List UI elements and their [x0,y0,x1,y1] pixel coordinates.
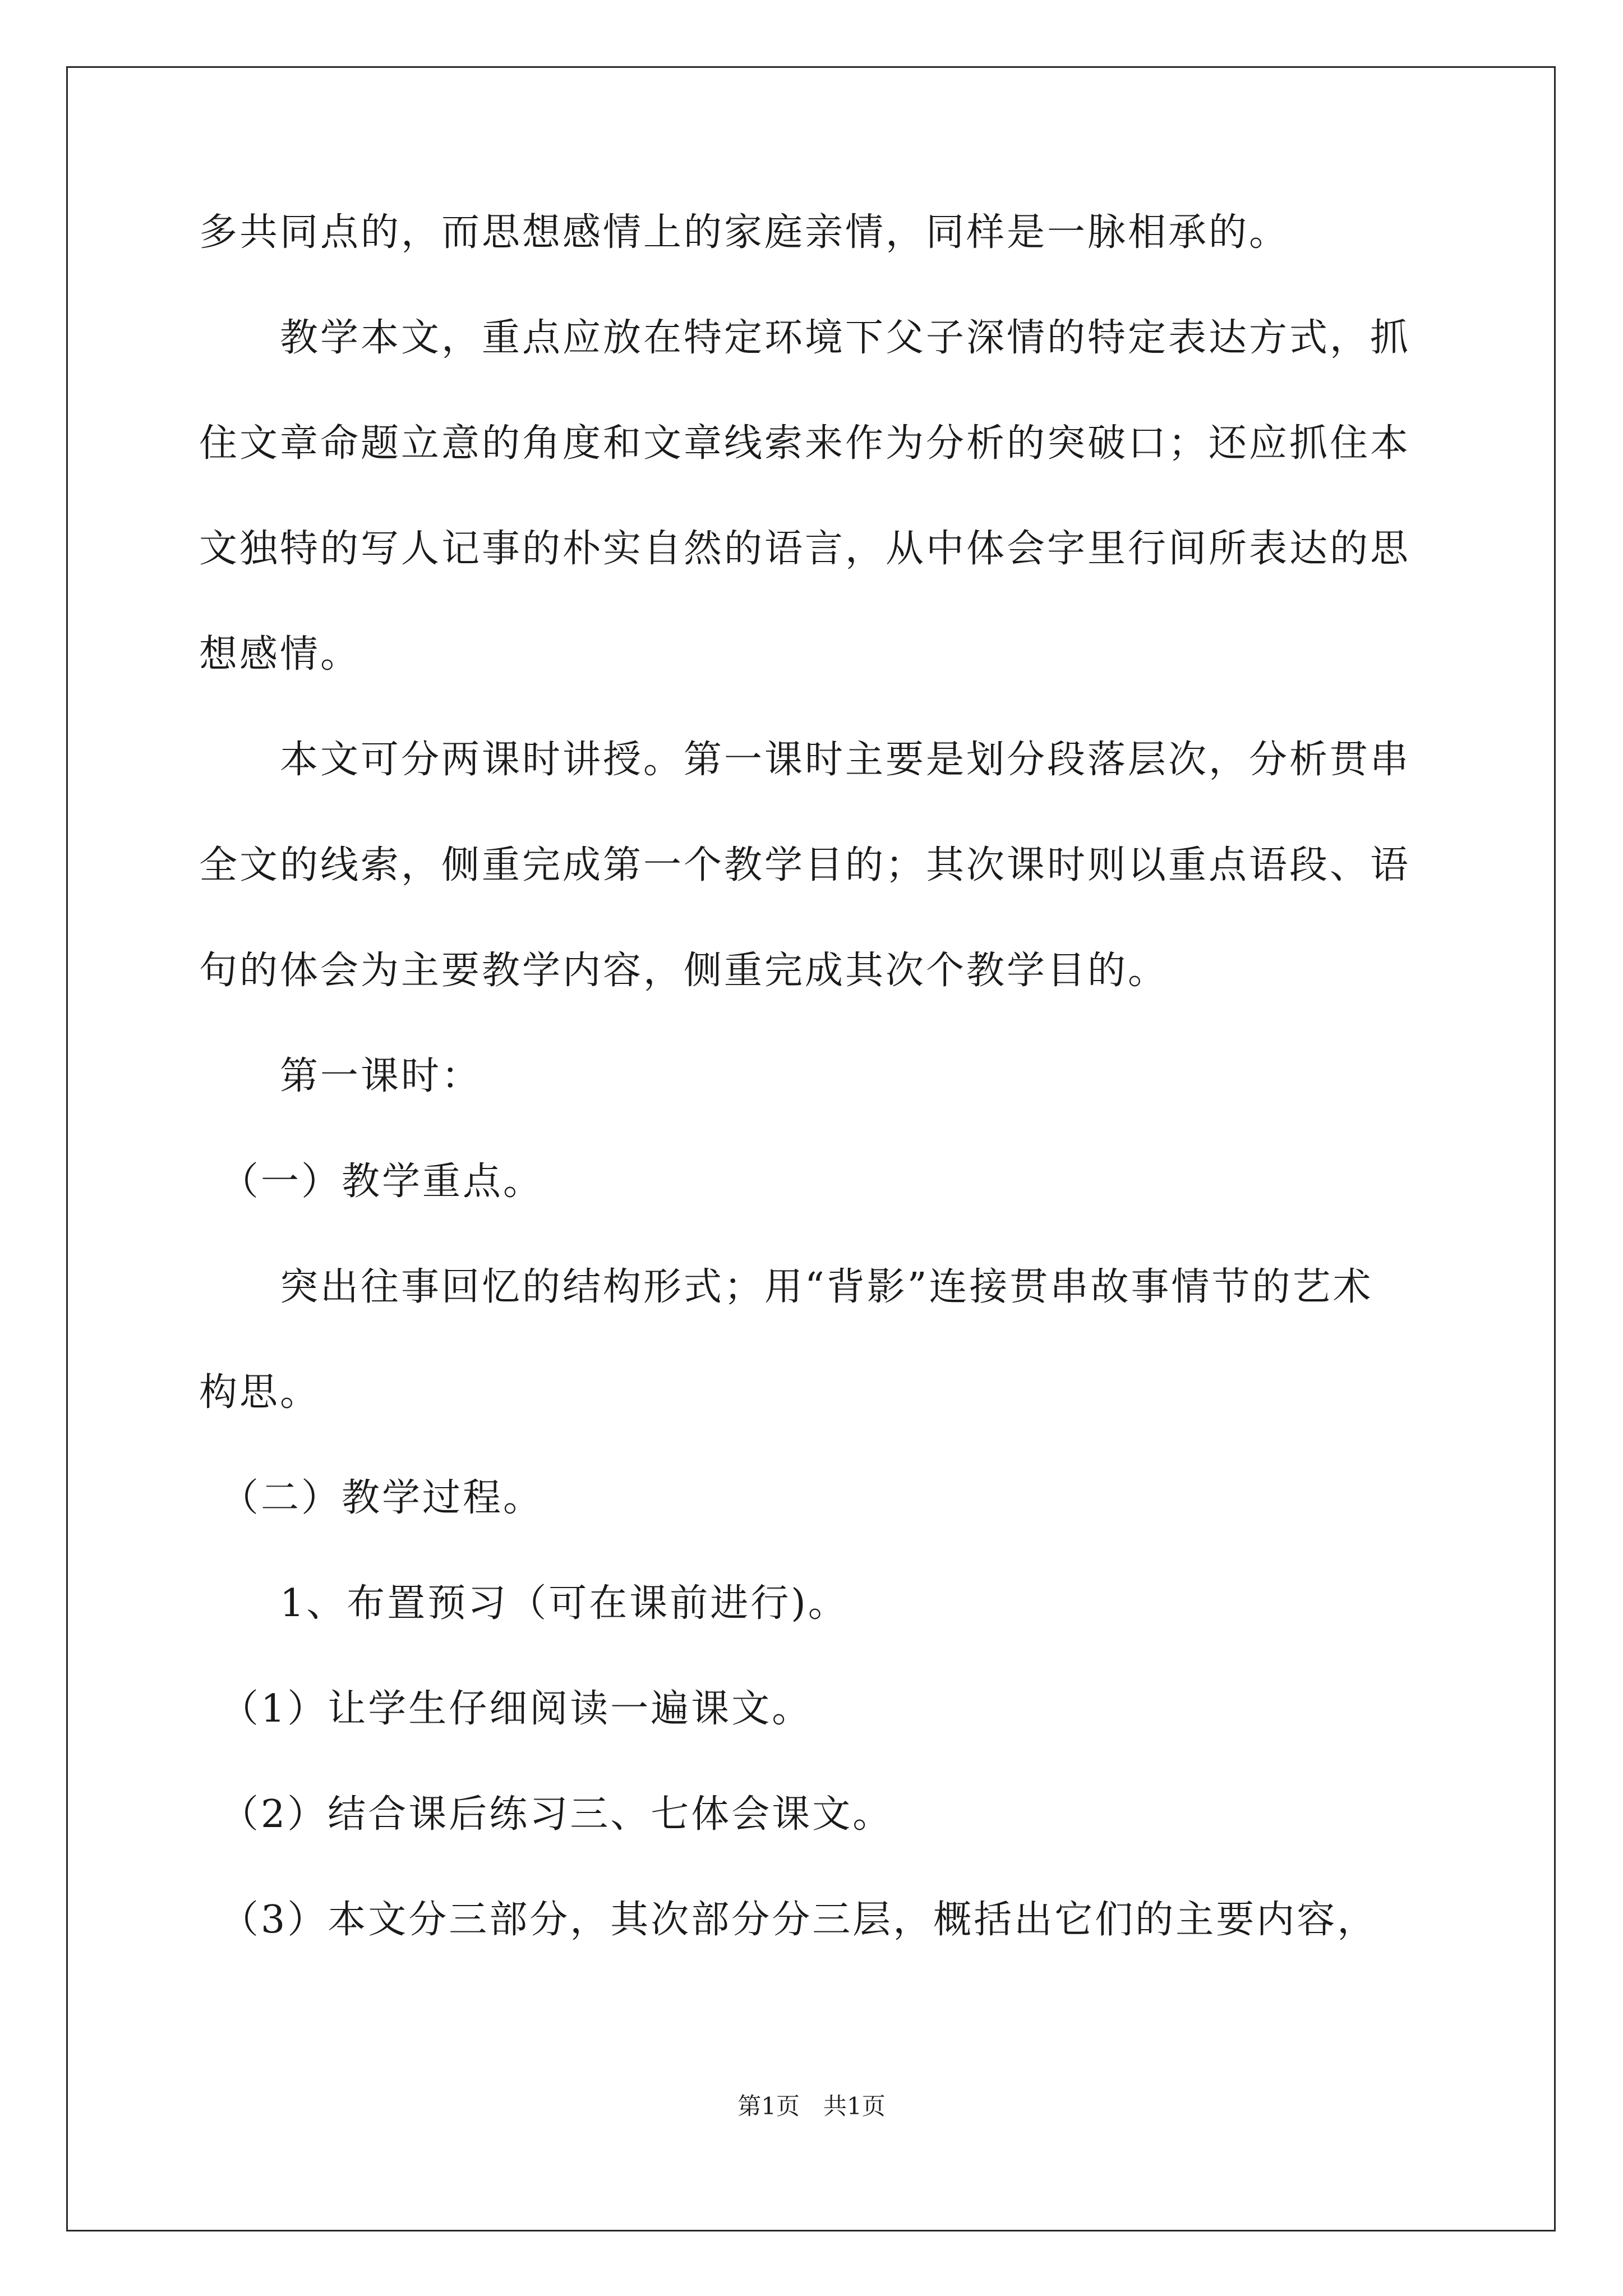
text-line: （一）教学重点。 [199,1159,544,1204]
text-line: （二）教学过程。 [199,1476,544,1520]
text-line: 第一课时： [199,1054,482,1098]
text-line: 1、布置预习（可在课前进行)。 [199,1581,849,1626]
text-line: （2）结合课后练习三、七体会课文。 [199,1792,893,1837]
text-line: 住文章命题立意的角度和文章线索来作为分析的突破口；还应抓住本 [199,421,1411,466]
text-line: 想感情。 [199,632,361,677]
text-line: 多共同点的，而思想感情上的家庭亲情，同样是一脉相承的。 [199,210,1290,255]
page-footer: 第1页 共1页 [737,2092,886,2120]
text-line: 文独特的写人记事的朴实自然的语言，从中体会字里行间所表达的思 [199,527,1411,571]
text-line: 全文的线索，侧重完成第一个教学目的；其次课时则以重点语段、语 [199,843,1411,887]
text-line: 本文可分两课时讲授。第一课时主要是划分段落层次，分析贯串 [199,738,1411,782]
text-line: 句的体会为主要教学内容，侧重完成其次个教学目的。 [199,949,1169,993]
text-line: 教学本文，重点应放在特定环境下父子深情的特定表达方式，抓 [199,316,1411,360]
text-line: 突出往事回忆的结构形式；用“背影”连接贯串故事情节的艺术 [199,1265,1373,1309]
text-line: 构思。 [199,1370,321,1415]
text-line: （3）本文分三部分，其次部分分三层，概括出它们的主要内容， [199,1898,1378,1942]
text-line: （1）让学生仔细阅读一遍课文。 [199,1687,813,1731]
